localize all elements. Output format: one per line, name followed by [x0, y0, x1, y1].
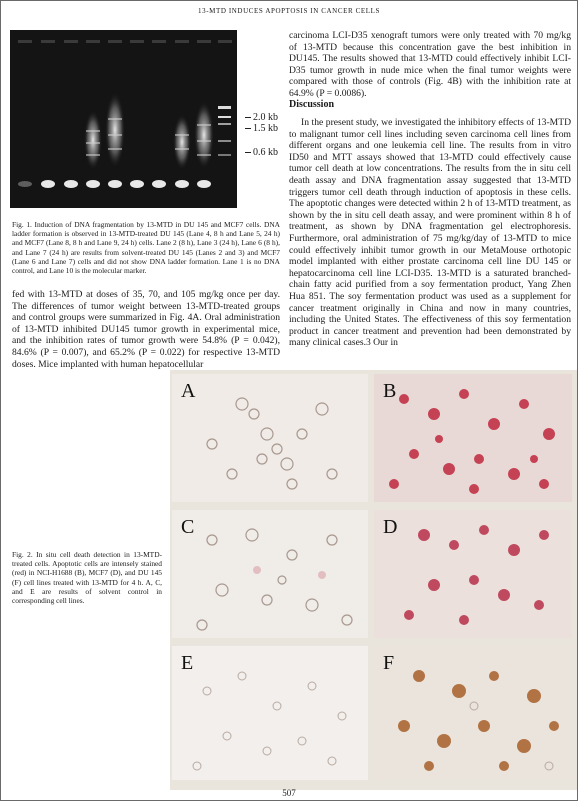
panel-label: F [383, 652, 395, 674]
right-top-paragraph: carcinoma LCI-D35 xenograft tumors were only treated with 70 mg/kg of 13-MTD because this concentration gave the best inhibition in DU145. The results showed that 13-MTD could effectively inhibit LCI-D35 tumor growth in nude mice when the final tumor weights were compared with those of controls (Fig. 4B) with the inhibition rate at 64.9% (P = 0.0086). [289, 30, 571, 99]
discussion-text [289, 117, 571, 349]
panel-label: E [181, 652, 194, 674]
cells-image [374, 374, 572, 502]
cells-image [374, 646, 572, 780]
figure-2-caption: Fig. 2. In situ cell death detection in 13-MTD-treated cells. Apoptotic cells are intensely stained (red) in NCI-H1688 (B), MCF7 (D), and DU 145 (F) cell lines treated with 13-MTD for 4 h. A, C, and E are results of solvent control in corresponding cell lines. [12, 550, 162, 606]
panel-d [374, 510, 572, 638]
panel-label: D [383, 516, 398, 538]
panel-label: B [383, 380, 397, 402]
left-body-paragraph: fed with 13-MTD at doses of 35, 70, and 105 mg/kg once per day. The differences of tumor weight between 13-MTD-treated groups and control groups were summarized in Fig. 4A. Oral administration of 13-MTD inhibited DU145 tumor growth in experimental mice, and the inhibition rates of tumor growth were 54.8% (P = 0.042), 84.6% (P = 0.007), and 65.2% (P = 0.022) for respective 13-MTD doses. Mice implanted with human hepatocellular [12, 289, 280, 370]
discussion-heading: Discussion [289, 99, 335, 110]
left-body-text [12, 289, 280, 370]
panel-a [172, 374, 368, 502]
panel-e [172, 646, 368, 780]
panel-f [374, 646, 572, 780]
cells-image [172, 510, 368, 638]
cells-image [374, 510, 572, 638]
dna-gel-image [10, 30, 237, 208]
figure-1-caption: Fig. 1. Induction of DNA fragmentation by 13-MTD in DU 145 and MCF7 cells. DNA ladder formation is observed in 13-MTD-treated DU 145 (Lane 4, 8 h and Lane 5, 24 h) and MCF7 (Lane 8, 8 h and Lane 9, 24 h) cells. Lane 2 (8 h), Lane 3 (24 h), Lane 6 (8 h), and Lane 7 (24 h) are results from solvent-treated DU 145 (Lanes 2 and 3) and MCF7 (Lane 6 and Lane 7) cells and did not show DNA ladder formation. Lane 1 is no DNA control, and Lane 10 is the molecular marker. [12, 220, 280, 276]
panel-label: A [181, 380, 196, 402]
marker-label: 1.5 kb [245, 123, 278, 134]
cells-image [172, 646, 368, 780]
marker-label: 0.6 kb [245, 147, 278, 158]
discussion-paragraph: In the present study, we investigated the inhibitory effects of 13-MTD to malignant tumor cell lines including seven carcinoma cell lines from different organs and one leukemia cell line. The results from in vitro ID50 and MTT assays showed that 13-MTD could effectively cause tumor cell death at low concentrations. The results from the in situ cell death assay and DNA fragmentation assay suggested that 13-MTD triggers tumor cell death through induction of apoptosis in these cells. The apoptotic changes were detected within 2 h of 13-MTD treatment, as shown by the in situ cell death assay, and were prominent within 8 h of treatment, as shown by DNA fragmentation gel electrophoresis. Furthermore, oral administration of 75 mg/kg/day of 13-MTD to mice could effectively inhibit tumor growth in our MetaMouse orthotopic model implanted with either prostate carcinoma cell line DU 145 or hepatocarcinoma cell line LCI-D35. 13-MTD is a saturated branched-chain fatty acid purified from a soy fermentation product, Yang Zhen Hua 851. The soy fermentation product was used as a supplement for cancer treatment originally in China and now in many countries, including the United States. The effectiveness of this soy fermentation product in cancer treatment and prevention had been demonstrated by many clinical cases.3 Our in [289, 117, 571, 349]
marker-label: 2.0 kb [245, 112, 278, 123]
right-top-text [289, 30, 571, 100]
panel-b [374, 374, 572, 502]
panel-c [172, 510, 368, 638]
cells-image [172, 374, 368, 502]
panel-label: C [181, 516, 195, 538]
running-head: 13-MTD INDUCES APOPTOSIS IN CANCER CELLS [198, 7, 380, 15]
page-number: 507 [282, 788, 296, 798]
